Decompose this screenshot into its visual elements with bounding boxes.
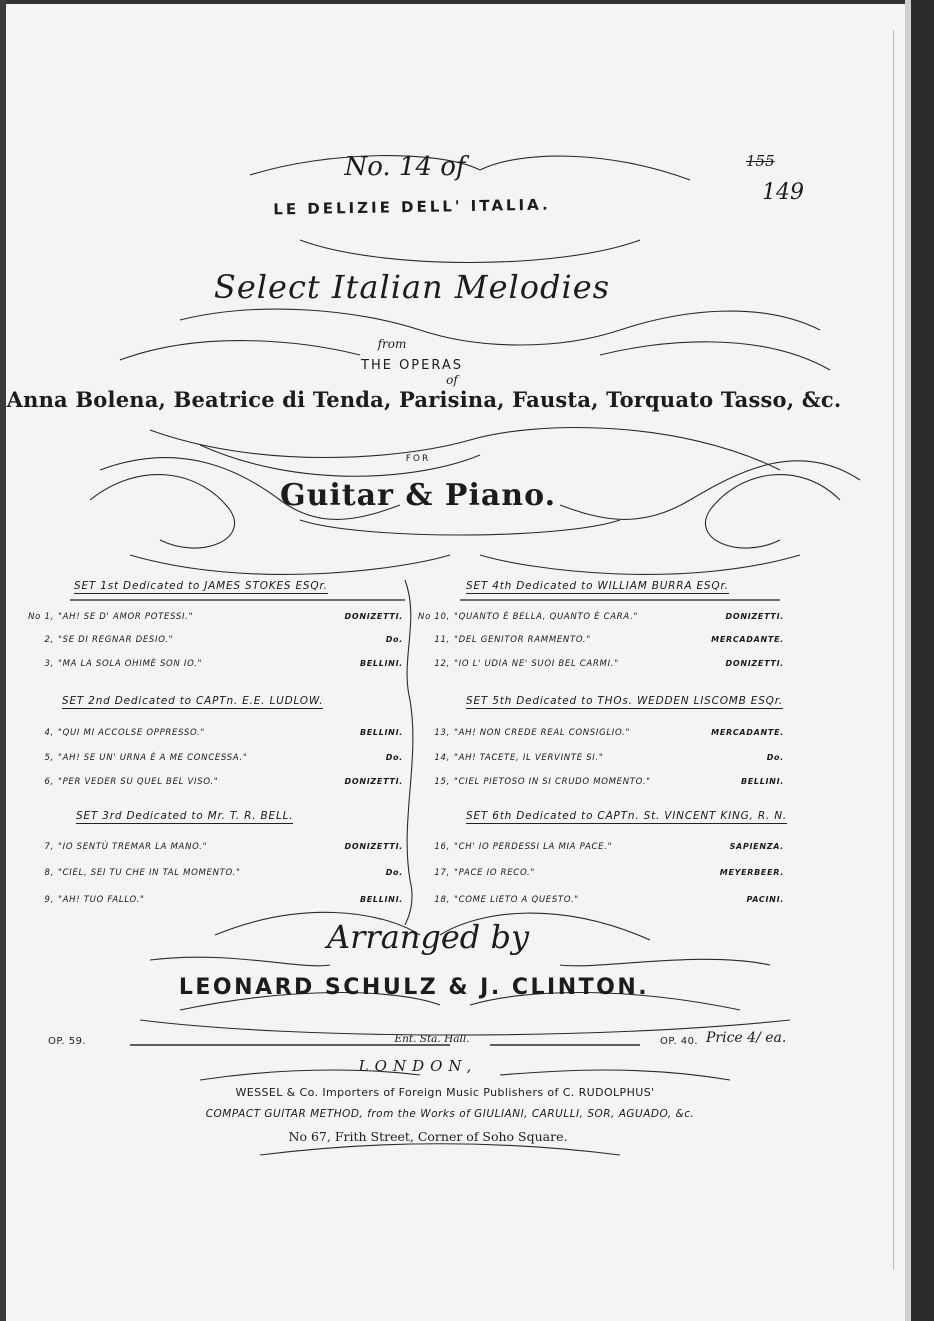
city: LONDON,: [358, 1057, 478, 1075]
set-heading: SET 2nd Dedicated to CAPTn. E.E. LUDLOW.: [62, 695, 324, 707]
publisher-line-2: COMPACT GUITAR METHOD, from the Works of GIULIANI, CARULLI, SOR, AGUADO, &c.: [205, 1108, 695, 1120]
list-item: 16, "CH' IO PERDESSI LA MIA PACE." SAPIENZA.: [434, 842, 784, 852]
price: Price 4/ ea.: [706, 1030, 787, 1046]
list-item: 3, "MA LA SOLA OHIMÈ SON IO." BELLINI.: [44, 659, 403, 669]
set-heading: SET 4th Dedicated to WILLIAM BURRA ESQr.: [466, 580, 729, 592]
list-item: No 1, "AH! SE D' AMOR POTESSI." DONIZETTI.: [28, 612, 403, 622]
from-label: from: [377, 337, 407, 351]
arranged-by-label: Arranged by: [326, 918, 530, 956]
series-title: LE DELIZIE DELL' ITALIA.: [273, 195, 551, 219]
set-heading: SET 1st Dedicated to JAMES STOKES ESQr.: [74, 580, 328, 592]
subtitle: Select Italian Melodies: [213, 268, 611, 306]
list-item: 8, "CIEL, SEI TU CHE IN TAL MOMENTO." Do.: [44, 868, 403, 878]
list-item: 7, "IO SENTÙ TREMAR LA MANO." DONIZETTI.: [44, 842, 403, 852]
set-heading: SET 5th Dedicated to THOs. WEDDEN LISCOMB ESQr.: [466, 695, 784, 707]
opus-right: OP. 40.: [660, 1036, 699, 1047]
list-item: 17, "PACE IO RECO." MEYERBEER.: [434, 868, 784, 878]
for-label: FOR: [405, 454, 431, 464]
set-heading: SET 3rd Dedicated to Mr. T. R. BELL.: [76, 810, 294, 822]
operas-list: Anna Bolena, Beatrice di Tenda, Parisina, Fausta, Torquato Tasso, &c.: [6, 387, 842, 412]
list-item: 15, "CIEL PIETOSO IN SI CRUDO MOMENTO." BELLINI.: [434, 777, 784, 787]
list-item: 13, "AH! NON CREDE REAL CONSIGLIO." MERCADANTE.: [434, 728, 784, 738]
list-item: No 10, "QUANTO È BELLA, QUANTO È CARA." DONIZETTI.: [418, 612, 784, 622]
list-item: 14, "AH! TACETE, IL VERVINTE SI." Do.: [434, 753, 784, 763]
list-item: 5, "AH! SE UN' URNA È A ME CONCESSA." Do.: [44, 753, 403, 763]
issue-number: No. 14 of: [344, 152, 466, 182]
list-item: 2, "SE DI REGNAR DESIO." Do.: [44, 635, 403, 645]
struck-shelf-number: 155: [746, 152, 775, 170]
of-label: of: [446, 373, 458, 387]
arrangers-names: LEONARD SCHULZ & J. CLINTON.: [178, 975, 650, 1000]
the-operas-label: THE OPERAS: [361, 358, 463, 373]
list-item: 18, "COME LIETO A QUESTO." PACINI.: [434, 895, 784, 905]
publisher-address: No 67, Frith Street, Corner of Soho Square.: [288, 1129, 568, 1144]
list-item: 6, "PER VEDER SU QUEL BEL VISO." DONIZETTI.: [44, 777, 403, 787]
opus-left: OP. 59.: [48, 1036, 87, 1047]
set-heading: SET 6th Dedicated to CAPTn. St. VINCENT KING, R. N.: [466, 810, 787, 822]
handwritten-shelf-number: 149: [762, 180, 804, 205]
list-item: 9, "AH! TUO FALLO." BELLINI.: [44, 895, 403, 905]
instruments-title: Guitar & Piano.: [279, 478, 557, 513]
publisher-line-1: WESSEL & Co. Importers of Foreign Music Publishers of C. RUDOLPHUS': [235, 1086, 655, 1099]
list-item: 11, "DEL GENITOR RAMMENTO." MERCADANTE.: [434, 635, 784, 645]
list-item: 4, "QUI MI ACCOLSE OPPRESSO." BELLINI.: [44, 728, 403, 738]
entered-stationers-hall: Ent. Sta. Hall.: [394, 1033, 470, 1045]
list-item: 12, "IO L' UDIA NE' SUOI BEL CARMI." DONIZETTI.: [434, 659, 784, 669]
